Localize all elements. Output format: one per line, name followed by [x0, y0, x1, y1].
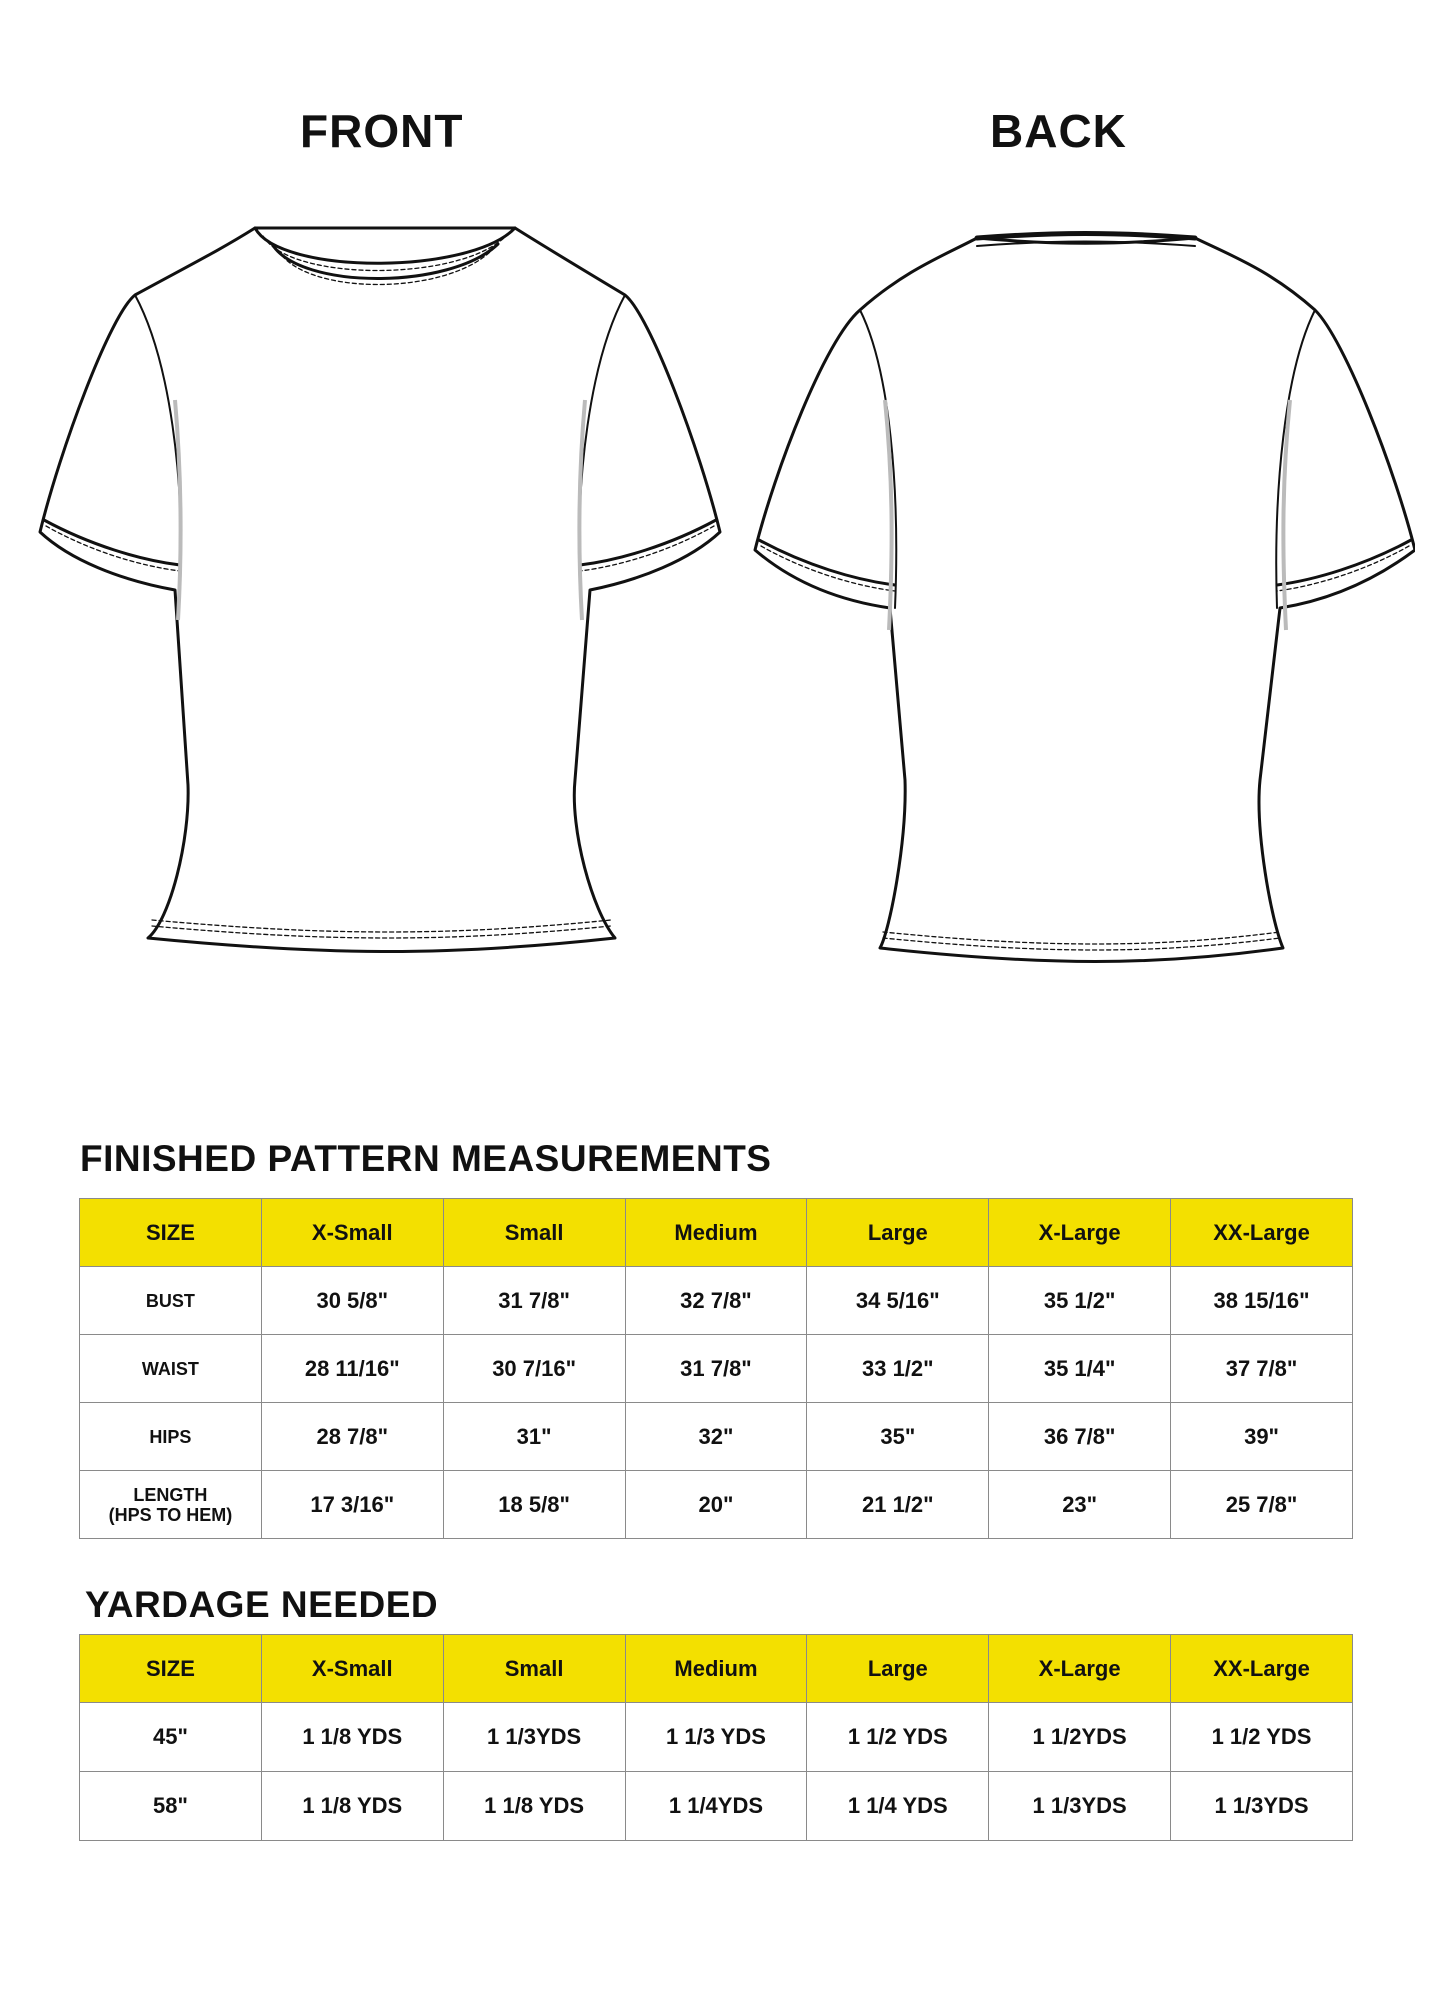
table-row	[80, 1403, 1353, 1471]
table-cell: 37 7/8"	[1171, 1335, 1353, 1403]
table-cell: 1 1/3YDS	[443, 1703, 625, 1772]
table-cell: 35"	[807, 1403, 989, 1471]
column-header: Medium	[625, 1635, 807, 1703]
table-cell: 30 5/8"	[261, 1267, 443, 1335]
table-cell: 39"	[1171, 1403, 1353, 1471]
column-header: Large	[807, 1199, 989, 1267]
table-cell: 21 1/2"	[807, 1471, 989, 1539]
row-label-main: LENGTH	[133, 1484, 208, 1505]
table-cell: 1 1/4YDS	[625, 1772, 807, 1841]
column-header: SIZE	[80, 1199, 262, 1267]
table-cell: 31 7/8"	[443, 1267, 625, 1335]
table-cell: 1 1/4 YDS	[807, 1772, 989, 1841]
front-view-label: FRONT	[300, 105, 464, 157]
table-cell: 17 3/16"	[261, 1471, 443, 1539]
row-label: 45"	[80, 1703, 262, 1772]
table-cell: 38 15/16"	[1171, 1267, 1353, 1335]
yardage-table	[79, 1634, 1353, 1841]
table-cell: 32 7/8"	[625, 1267, 807, 1335]
table-header-row	[80, 1635, 1353, 1703]
back-view-label: BACK	[990, 105, 1127, 157]
table-cell: 35 1/4"	[989, 1335, 1171, 1403]
column-header: X-Large	[989, 1199, 1171, 1267]
measurements-table	[79, 1198, 1353, 1539]
table-cell: 18 5/8"	[443, 1471, 625, 1539]
table-cell: 25 7/8"	[1171, 1471, 1353, 1539]
table-cell: 36 7/8"	[989, 1403, 1171, 1471]
table-cell: 35 1/2"	[989, 1267, 1171, 1335]
row-label	[80, 1471, 262, 1539]
table-header-row	[80, 1199, 1353, 1267]
row-label: 58"	[80, 1772, 262, 1841]
table-cell: 28 11/16"	[261, 1335, 443, 1403]
table-row	[80, 1267, 1353, 1335]
column-header: X-Large	[989, 1635, 1171, 1703]
table-cell: 1 1/3YDS	[1171, 1772, 1353, 1841]
table-cell: 1 1/3 YDS	[625, 1703, 807, 1772]
table-cell: 1 1/2 YDS	[1171, 1703, 1353, 1772]
table-cell: 1 1/2YDS	[989, 1703, 1171, 1772]
measurements-section-title: FINISHED PATTERN MEASUREMENTS	[80, 1138, 772, 1179]
yardage-section-title: YARDAGE NEEDED	[85, 1584, 439, 1625]
row-label: HIPS	[80, 1403, 262, 1471]
row-label: WAIST	[80, 1335, 262, 1403]
table-row	[80, 1772, 1353, 1841]
column-header: SIZE	[80, 1635, 262, 1703]
table-row	[80, 1335, 1353, 1403]
table-cell: 34 5/16"	[807, 1267, 989, 1335]
column-header: X-Small	[261, 1199, 443, 1267]
table-cell: 30 7/16"	[443, 1335, 625, 1403]
table-cell: 1 1/3YDS	[989, 1772, 1171, 1841]
column-header: Large	[807, 1635, 989, 1703]
table-cell: 31 7/8"	[625, 1335, 807, 1403]
front-tshirt-sketch	[30, 220, 730, 980]
row-label-sub: (HPS TO HEM)	[108, 1504, 233, 1525]
column-header: Small	[443, 1199, 625, 1267]
column-header: X-Small	[261, 1635, 443, 1703]
table-cell: 33 1/2"	[807, 1335, 989, 1403]
column-header: Small	[443, 1635, 625, 1703]
row-label: BUST	[80, 1267, 262, 1335]
table-cell: 1 1/8 YDS	[261, 1772, 443, 1841]
column-header: XX-Large	[1171, 1635, 1353, 1703]
table-cell: 1 1/8 YDS	[261, 1703, 443, 1772]
table-cell: 1 1/8 YDS	[443, 1772, 625, 1841]
table-cell: 23"	[989, 1471, 1171, 1539]
back-tshirt-sketch	[715, 220, 1415, 980]
table-cell: 28 7/8"	[261, 1403, 443, 1471]
table-cell: 20"	[625, 1471, 807, 1539]
table-cell: 1 1/2 YDS	[807, 1703, 989, 1772]
table-row	[80, 1703, 1353, 1772]
column-header: Medium	[625, 1199, 807, 1267]
table-cell: 32"	[625, 1403, 807, 1471]
column-header: XX-Large	[1171, 1199, 1353, 1267]
table-row	[80, 1471, 1353, 1539]
table-cell: 31"	[443, 1403, 625, 1471]
